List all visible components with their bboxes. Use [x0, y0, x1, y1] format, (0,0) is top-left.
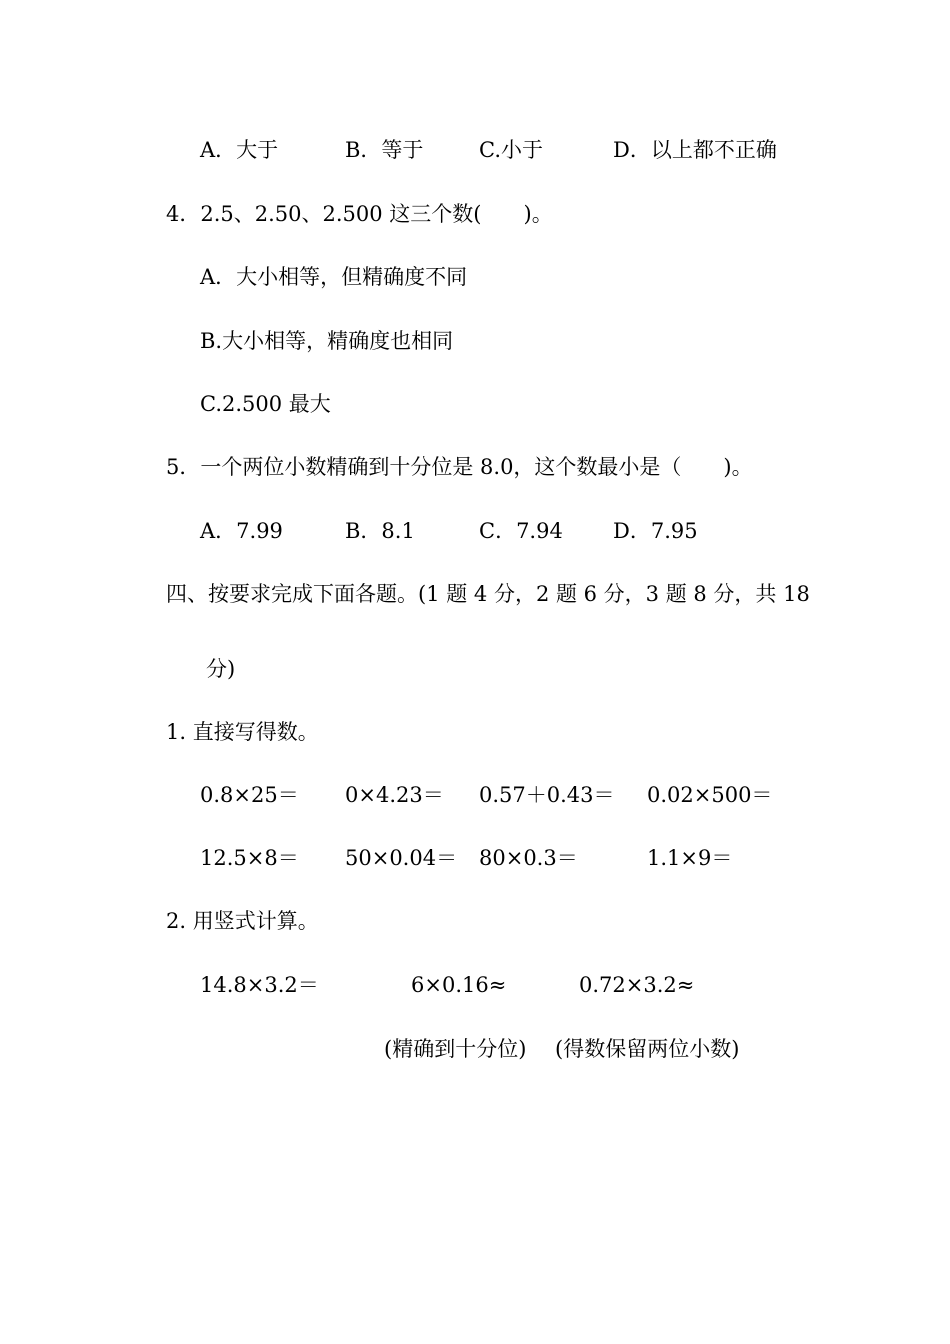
- q5-option-c: C．7.94: [479, 519, 563, 543]
- expression: 50×0.04＝: [345, 846, 458, 870]
- q5-stem: 5．一个两位小数精确到十分位是 8.0，这个数最小是（ )。: [166, 455, 753, 479]
- rounding-note: (得数保留两位小数): [555, 1037, 740, 1061]
- section-4-title: 四、按要求完成下面各题。(1 题 4 分，2 题 6 分，3 题 8 分，共 18: [166, 582, 810, 606]
- q5-option-a: A．7.99: [200, 519, 283, 543]
- problem-1-title: 1. 直接写得数。: [166, 720, 319, 744]
- q4-option-b: B.大小相等，精确度也相同: [200, 329, 454, 353]
- expression: 80×0.3＝: [479, 846, 578, 870]
- q4-option-c: C.2.500 最大: [200, 392, 331, 416]
- expression: 12.5×8＝: [200, 846, 299, 870]
- expression: 1.1×9＝: [647, 846, 733, 870]
- q3-option-b: B．等于: [345, 138, 424, 162]
- q3-option-c: C.小于: [479, 138, 543, 162]
- rounding-note: (精确到十分位): [384, 1037, 527, 1061]
- q3-option-a: A．大于: [200, 138, 279, 162]
- expression: 6×0.16≈: [411, 973, 507, 997]
- expression: 0.02×500＝: [647, 783, 773, 807]
- expression: 0.8×25＝: [200, 783, 299, 807]
- q5-option-d: D．7.95: [613, 519, 698, 543]
- q3-option-d: D．以上都不正确: [613, 138, 777, 162]
- q5-option-b: B．8.1: [345, 519, 415, 543]
- expression: 14.8×3.2＝: [200, 973, 319, 997]
- expression: 0.72×3.2≈: [579, 973, 695, 997]
- expression: 0×4.23＝: [345, 783, 444, 807]
- problem-2-title: 2. 用竖式计算。: [166, 909, 319, 933]
- q4-option-a: A．大小相等，但精确度不同: [200, 265, 468, 289]
- q4-stem: 4．2.5、2.50、2.500 这三个数( )。: [166, 202, 553, 226]
- section-4-title-continued: 分): [206, 657, 236, 681]
- expression: 0.57＋0.43＝: [479, 783, 615, 807]
